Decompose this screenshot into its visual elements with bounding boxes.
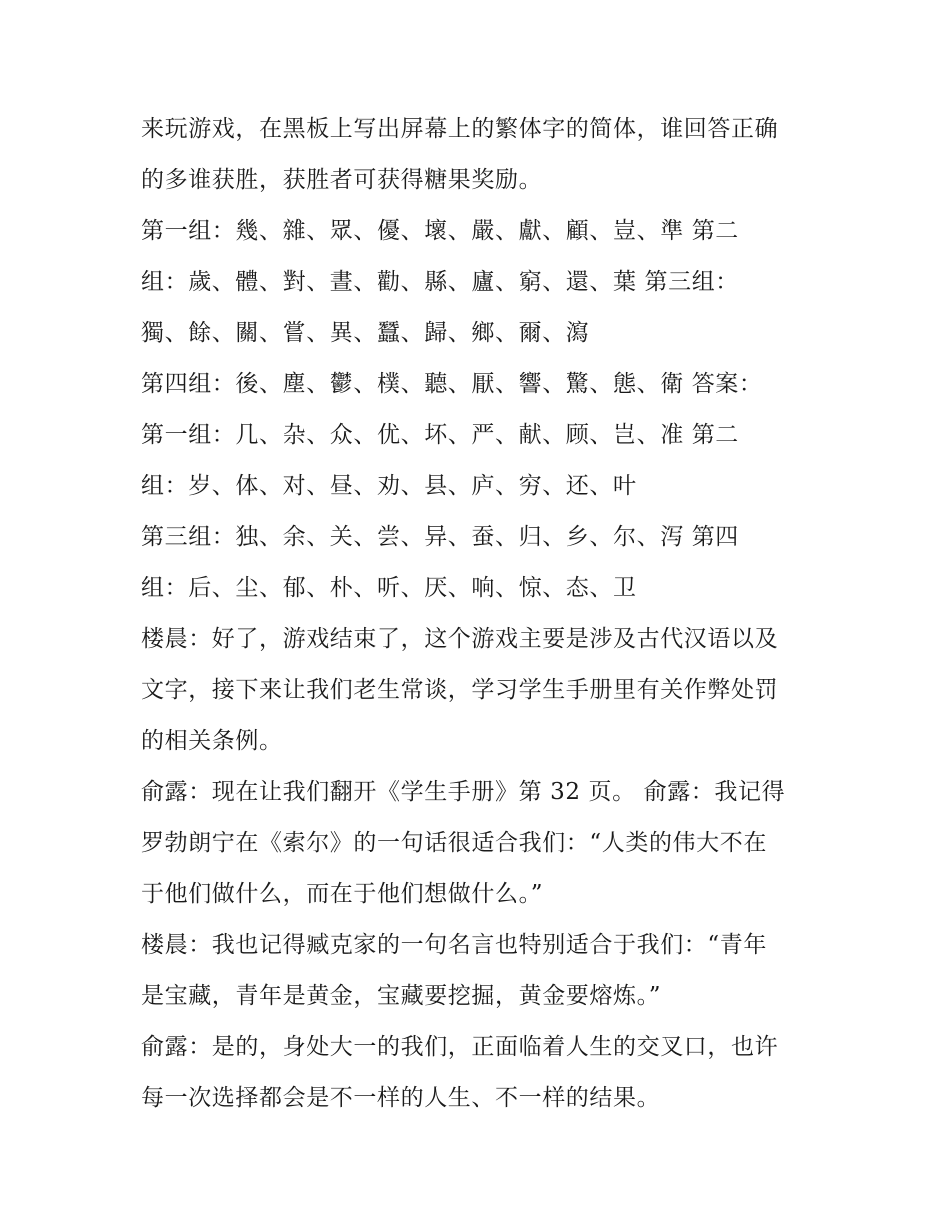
text-line: 第一组：幾、雜、眾、優、壞、嚴、獻、顧、豈、準 第二 [141,218,739,244]
text-line: 的相关条例。 [141,728,283,754]
text-line: 的多谁获胜，获胜者可获得糖果奖励。 [141,167,543,193]
text-line: 俞露：现在让我们翻开《学生手册》第 32 页。 俞露：我记得 [141,779,786,805]
text-line: 俞露：是的，身处大一的我们，正面临着人生的交叉口，也许 [141,1034,779,1060]
text-line: 来玩游戏，在黑板上写出屏幕上的繁体字的简体，谁回答正确 [141,116,779,142]
text-line: 组：后、尘、郁、朴、听、厌、响、惊、态、卫 [141,575,637,601]
text-line: 每一次选择都会是不一样的人生、不一样的结果。 [141,1085,661,1111]
text-line: 楼晨：好了，游戏结束了，这个游戏主要是涉及古代汉语以及 [141,626,779,652]
text-line: 组：岁、体、对、昼、劝、县、庐、穷、还、叶 [141,473,637,499]
text-line: 罗勃朗宁在《索尔》的一句话很适合我们：“人类的伟大不在 [141,830,767,856]
text-line: 组：歲、體、對、晝、勸、縣、廬、窮、還、葉 第三组： [141,269,739,295]
text-line: 楼晨：我也记得臧克家的一句名言也特别适合于我们：“青年 [141,932,767,958]
text-line: 于他们做什么，而在于他们想做什么。” [141,881,544,907]
text-line: 第一组：几、杂、众、优、坏、严、献、顾、岂、准 第二 [141,422,739,448]
text-line: 文字，接下来让我们老生常谈，学习学生手册里有关作弊处罚 [141,677,779,703]
text-line: 獨、餘、關、嘗、異、蠶、歸、鄉、爾、瀉 [141,320,590,346]
text-line: 是宝藏，青年是黄金，宝藏要挖掘，黄金要熔炼。” [141,983,662,1009]
document-body [141,104,821,1124]
text-line: 第四组：後、塵、鬱、樸、聽、厭、響、驚、態、衛 答案： [141,371,763,397]
text-line: 第三组：独、余、关、尝、异、蚕、归、乡、尔、泻 第四 [141,524,739,550]
